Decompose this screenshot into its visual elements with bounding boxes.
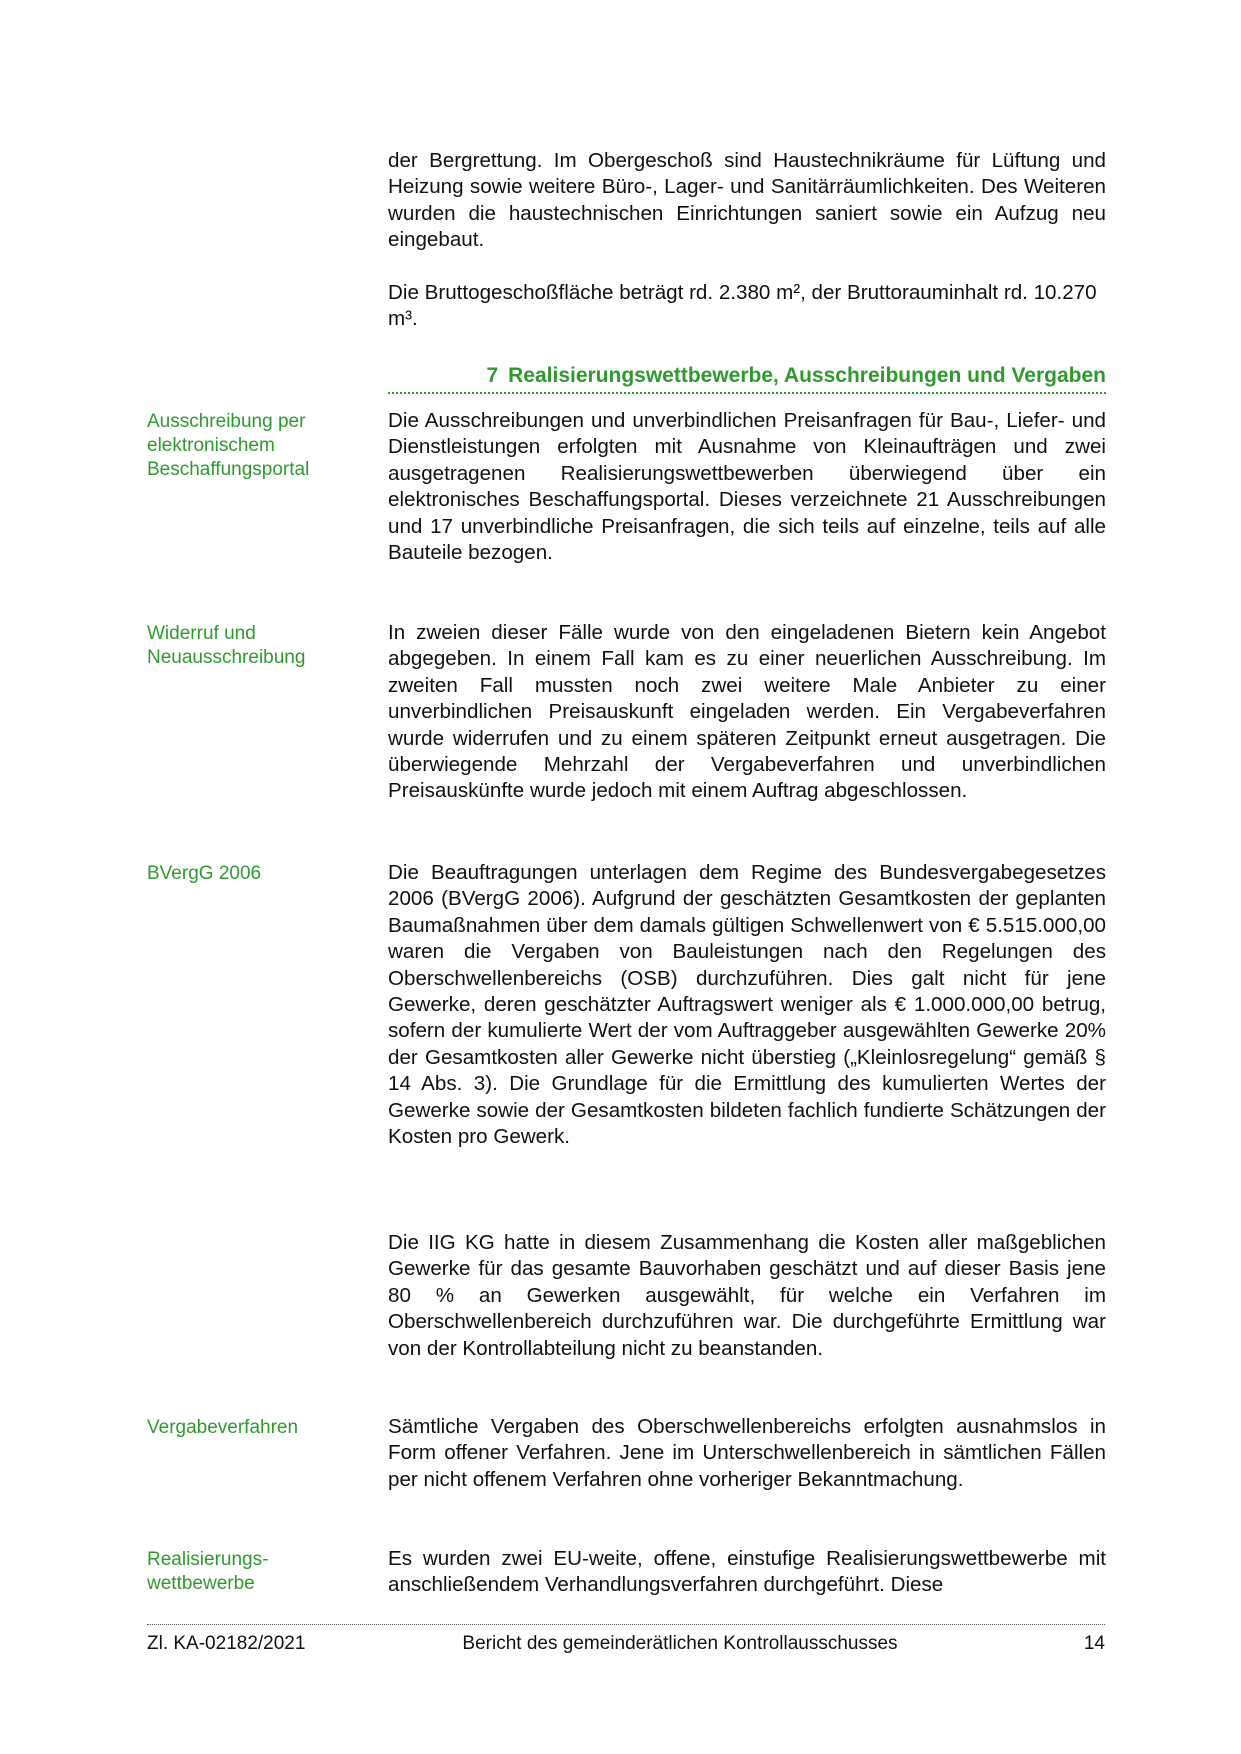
margin-note-vergabeverfahren: Vergabeverfahren: [147, 1417, 299, 1438]
section-heading-rule: [388, 392, 1106, 394]
paragraph-realisierung: Es wurden zwei EU-weite, offene, einstufige Realisierungswettbewerbe mit anschließendem Verhandlungsverfahren durchgeführt. Diese: [388, 1547, 1106, 1597]
margin-note-bvergg: BVergG 2006: [147, 863, 262, 884]
paragraph-vergaben: Sämtliche Vergaben des Oberschwellenbereichs erfolgten ausnahmslos in Form offener Verfahren. Jene im Unterschwellenbereich in sämtlichen Fällen per nicht offenem Verfahren ohne vorheriger Bekanntmachung.: [388, 1415, 1106, 1491]
margin-note-widerruf: Widerruf und Neuausschreibung: [147, 623, 306, 668]
margin-note-realisierung: Realisierungs- wettbewerbe: [147, 1549, 269, 1594]
footer-rule: [147, 1624, 1105, 1625]
section-title: Realisierungswettbewerbe, Ausschreibungen und Vergaben: [508, 364, 1106, 387]
paragraph-widerruf: In zweien dieser Fälle wurde von den eingeladenen Bietern kein Angebot abgegeben. In einem Fall kam es zu einer neuerlichen Ausschreibung. Im zweiten Fall mussten noch zwei weitere Male Anbieter zu einer unverbindlichen Preisauskunft eingeladen werden. Ein Vergabeverfahren wurde widerrufen und zu einem späteren Zeitpunkt erneut ausgetragen. Die überwiegende Mehrzahl der Vergabeverfahren und unverbindlichen Preisauskünfte wurde jedoch mit einem Auftrag abgeschlossen.: [388, 621, 1106, 803]
footer-reference: Zl. KA-02182/2021: [147, 1633, 306, 1654]
paragraph-iig-kg: Die IIG KG hatte in diesem Zusammenhang die Kosten aller maßgeblichen Gewerke für das gesamte Bauvorhaben geschätzt und auf dieser Basis jene 80 % an Gewerken ausgewählt, für welche ein Verfahren im Oberschwellenbereich durchzuführen war. Die durchgeführte Ermittlung war von der Kontrollabteilung nicht zu beanstanden.: [388, 1231, 1106, 1360]
footer-page-number: 14: [1083, 1633, 1105, 1654]
paragraph-bvergg: Die Beauftragungen unterlagen dem Regime des Bundesvergabegesetzes 2006 (BVergG 2006). Aufgrund der geschätzten Gesamtkosten der geplanten Baumaßnahmen über dem damals gültigen Schwellenwert von € 5.515.000,00 waren die Vergaben von Bauleistungen nach den Regelungen des Oberschwellenbereichs (OSB) durchzuführen. Dies galt nicht für jene Gewerke, deren geschätzter Auftragswert weniger als € 1.000.000,00 betrug, sofern der kumulierte Wert der vom Auftraggeber ausgewählten Gewerke 20% der Gesamtkosten aller Gewerke nicht überstieg („Kleinlosregelung“ gemäß § 14 Abs. 3). Die Grundlage für die Ermittlung des kumulierten Wertes der Gewerke sowie der Gesamtkosten bildeten fachlich fundierte Schätzungen der Kosten pro Gewerk.: [388, 861, 1106, 1149]
section-number: 7: [486, 364, 499, 387]
paragraph-ausschreibungen: Die Ausschreibungen und unverbindlichen Preisanfragen für Bau-, Liefer- und Dienstleistungen erfolgten mit Ausnahme von Kleinaufträgen und zwei ausgetragenen Realisierungswettbewerben überwiegend über ein elektronisches Beschaffungsportal. Dieses verzeichnete 21 Ausschreibungen und 17 unverbindliche Preisanfragen, die sich teils auf einzelne, teils auf alle Bauteile bezogen.: [388, 409, 1106, 565]
paragraph-bruttogeschossflaeche: Die Bruttogeschoßfläche beträgt rd. 2.380 m², der Bruttorauminhalt rd. 10.270 m³.: [388, 281, 1097, 331]
footer-title: Bericht des gemeinderätlichen Kontrollausschusses: [462, 1633, 898, 1654]
margin-note-ausschreibung: Ausschreibung per elektronischem Beschaffungsportal: [147, 411, 310, 480]
section-heading: [388, 362, 1106, 390]
paragraph-bergrettung: der Bergrettung. Im Obergeschoß sind Haustechnikräume für Lüftung und Heizung sowie weitere Büro-, Lager- und Sanitärräumlichkeiten. Des Weiteren wurden die haustechnischen Einrichtungen saniert sowie ein Aufzug neu eingebaut.: [388, 149, 1106, 252]
